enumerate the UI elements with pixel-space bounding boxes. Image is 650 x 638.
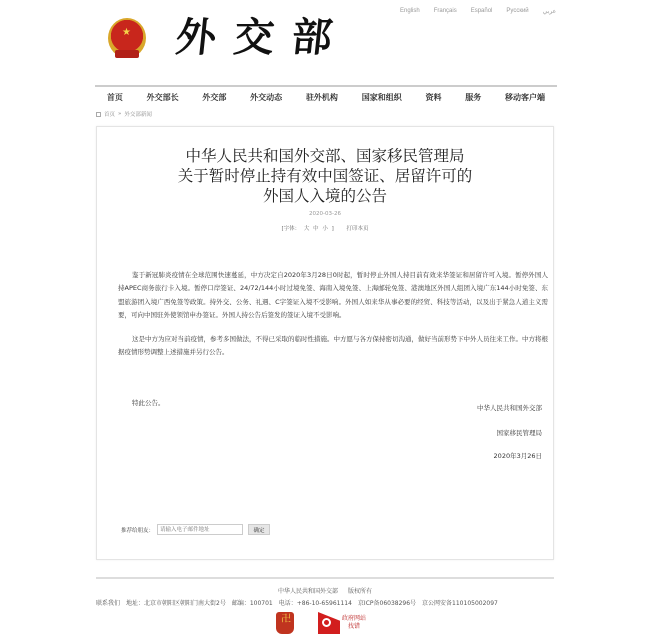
font-size-close: ] xyxy=(331,226,334,232)
breadcrumb-home[interactable]: 首页 xyxy=(104,112,116,118)
article-date: 2020-03-26 xyxy=(309,211,341,217)
font-large-button[interactable]: 大 xyxy=(303,226,310,232)
confirm-button[interactable]: 确定 xyxy=(248,524,270,535)
nav-minister[interactable]: 外交部长 xyxy=(146,91,179,102)
nav-mobile[interactable]: 移动客户端 xyxy=(505,91,545,102)
gov-error-report-badge[interactable] xyxy=(318,612,366,634)
footer-badges xyxy=(276,612,366,634)
nav-resources[interactable]: 资料 xyxy=(425,91,442,102)
footer-phone: 电话：+86-10-65961114 xyxy=(278,600,352,607)
article-paragraph-2: 这是中方为应对当前疫情，参考多国做法，不得已采取的临时性措施。中方愿与各方保持密切沟通，做好当前形势下中外人员往来工作。中方将根据疫情形势调整上述措施并另行公告。 xyxy=(118,335,548,357)
footer-address: 地址：北京市朝阳区朝阳门南大街2号 xyxy=(126,600,226,607)
breadcrumb-current[interactable]: 外交部新闻 xyxy=(124,112,152,118)
article-title xyxy=(96,146,554,206)
recommend-form xyxy=(121,524,270,535)
gov-badge-subtitle: 找错 xyxy=(348,623,361,630)
footer-contact-link[interactable]: 联系我们 xyxy=(96,600,121,607)
title-line-1: 中华人民共和国外交部、国家移民管理局 xyxy=(185,147,465,165)
nav-services[interactable]: 服务 xyxy=(465,91,482,102)
title-line-2: 关于暂时停止持有效中国签证、居留许可的 xyxy=(177,167,473,185)
lang-english[interactable]: English xyxy=(400,8,420,14)
language-bar xyxy=(400,8,556,15)
breadcrumb xyxy=(96,110,152,118)
footer-postcode: 邮编：100701 xyxy=(231,600,273,607)
site-logo-text: 外交部 xyxy=(173,14,353,61)
footer-rights: 版权所有 xyxy=(347,588,372,595)
nav-news[interactable]: 外交动态 xyxy=(250,91,283,102)
print-button[interactable]: 打印本页 xyxy=(346,226,369,232)
article-paragraph-1: 鉴于新冠肺炎疫情在全球范围快速蔓延，中方决定自2020年3月28日0时起，暂时停止外国人持目前有效来华签证和居留许可入境。暂停外国人持APEC商务旅行卡入境。暂停口岸签证、24/72/144小时过境免签、海南入境免签、上海邮轮免签、港澳地区外国人组团入境广东144小时免签、东盟旅游团入境广西免签等政策。持外交、公务、礼遇、C字签证入境不受影响。外国人如来华从事必要的经贸、科技等活动，以及出于紧急人道主义需要，可向中国驻外使领馆申办签证。外国人持公告后签发的签证入境不受影响。 xyxy=(118,271,548,319)
font-medium-button[interactable]: 中 xyxy=(313,226,319,232)
signature-date: 2020年3月26日 xyxy=(493,452,542,460)
party-badge-icon[interactable]: 卍 xyxy=(276,612,294,634)
main-nav xyxy=(95,85,557,107)
footer-police-link[interactable]: 京公网安备110105002097 xyxy=(422,600,498,607)
footer-info xyxy=(96,598,566,607)
article-tools xyxy=(96,224,554,232)
gov-badge-title: 政府网站 xyxy=(342,615,367,622)
site-logo[interactable] xyxy=(108,14,353,61)
footer-org: 中华人民共和国外交部 xyxy=(278,588,339,595)
recommend-label: 推荐给朋友： xyxy=(121,527,155,534)
nav-home[interactable]: 首页 xyxy=(106,91,123,102)
national-emblem-icon: ★ xyxy=(108,18,146,58)
lang-russian[interactable]: Русский xyxy=(506,8,529,14)
footer-divider xyxy=(96,577,554,579)
article-paragraph-3: 特此公告。 xyxy=(132,399,165,407)
home-icon xyxy=(96,112,101,117)
footer-icp-link[interactable]: 京ICP备06038296号 xyxy=(357,600,417,607)
nav-countries[interactable]: 国家和组织 xyxy=(361,91,402,102)
title-line-3: 外国人入境的公告 xyxy=(262,187,387,205)
footer-copyright xyxy=(96,586,554,595)
email-input[interactable] xyxy=(157,524,243,535)
signature-nia: 国家移民管理局 xyxy=(496,429,542,437)
nav-ministry[interactable]: 外交部 xyxy=(202,91,227,102)
lang-french[interactable]: Français xyxy=(433,8,457,14)
font-small-button[interactable]: 小 xyxy=(322,226,328,232)
breadcrumb-separator: » xyxy=(118,111,122,117)
nav-missions[interactable]: 驻外机构 xyxy=(305,91,338,102)
signature-mfa: 中华人民共和国外交部 xyxy=(477,404,542,412)
font-size-label: [字体： xyxy=(281,226,301,232)
magnifier-icon xyxy=(318,612,340,634)
lang-spanish[interactable]: Español xyxy=(470,8,493,14)
lang-arabic[interactable]: عربي xyxy=(542,9,557,15)
